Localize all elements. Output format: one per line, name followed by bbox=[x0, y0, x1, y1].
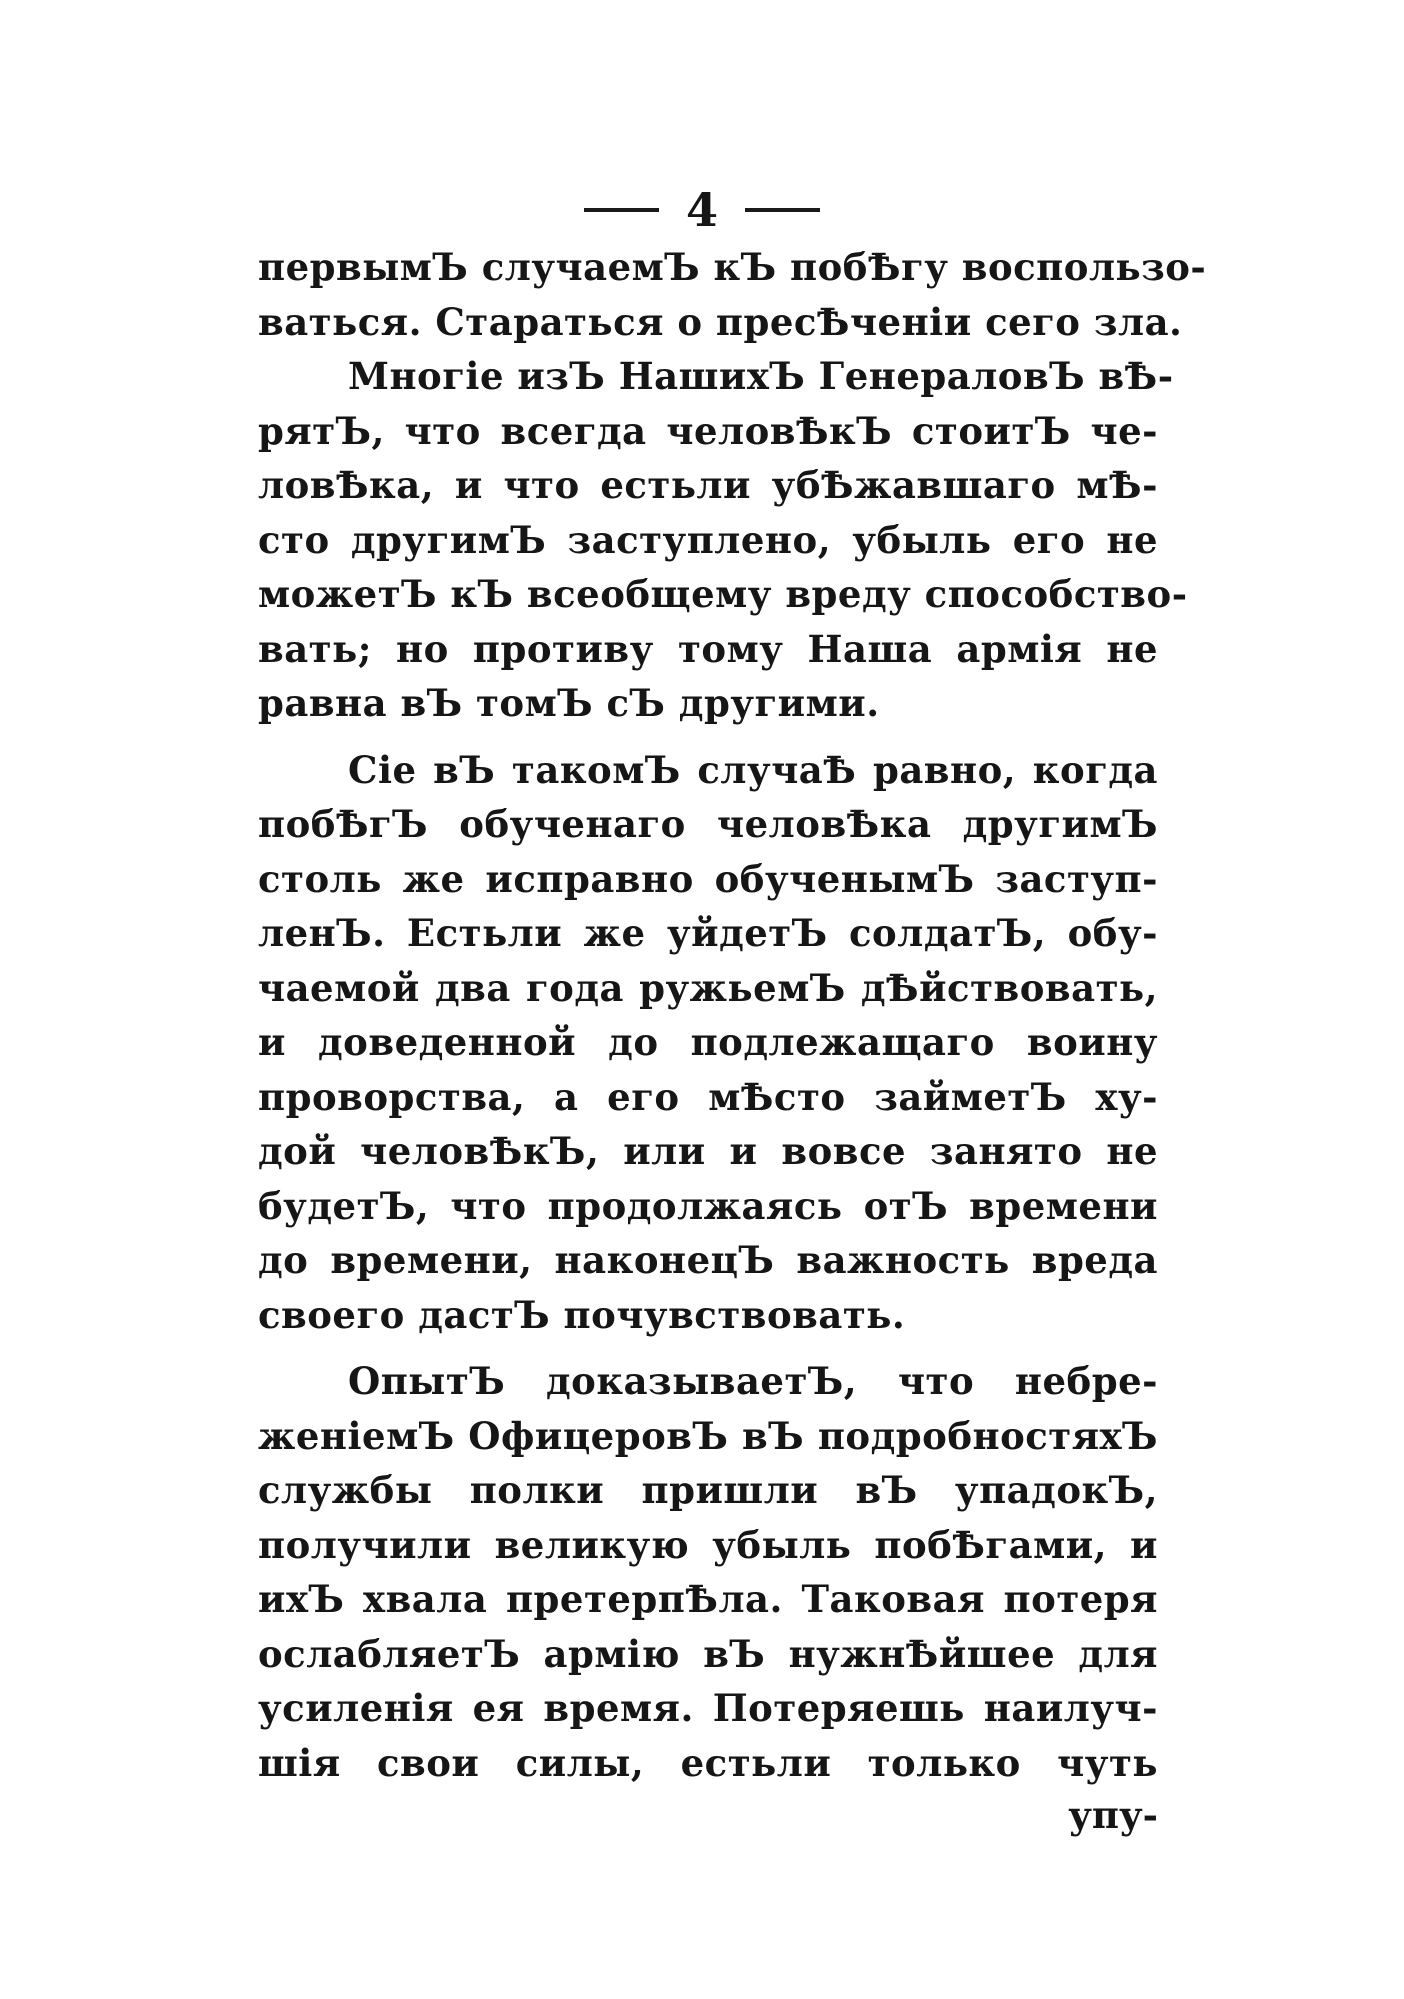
text-line: ленЪ. Естьли же уйдетЪ солдатЪ, обу- bbox=[258, 911, 1158, 955]
text-line: ваться. Стараться о пресѢченіи сего зла. bbox=[258, 299, 1183, 344]
text-line: чаемой два года ружьемЪ дѢйствовать, bbox=[258, 965, 1158, 1010]
text-line: рятЪ, что всегда человѢкЪ стоитЪ че- bbox=[258, 408, 1158, 453]
text-line: своего дастЪ почувствовать. bbox=[258, 1292, 906, 1337]
text-line: шія свои силы, естьли только чуть bbox=[258, 1740, 1158, 1785]
text-line: ловѢка, и что естьли убѢжавшаго мѢ- bbox=[258, 463, 1158, 507]
text-line: Сіе вЪ такомЪ случаѢ равно, когда bbox=[348, 747, 1158, 792]
text-line: первымЪ случаемЪ кЪ побѢгу воспользо- bbox=[258, 245, 1207, 289]
text-line: и доведенной до подлежащаго воину bbox=[258, 1020, 1158, 1064]
page-body-text bbox=[258, 240, 1207, 1790]
text-line: равна вЪ томЪ сЪ другими. bbox=[258, 681, 880, 725]
text-line: до времени, наконецЪ важность вреда bbox=[258, 1238, 1158, 1282]
text-line: побѢгЪ обученаго человѢка другимЪ bbox=[258, 802, 1158, 846]
text-line: столь же исправно обученымЪ заступ- bbox=[258, 856, 1158, 901]
text-line: получили великую убыль побѢгами, и bbox=[258, 1522, 1158, 1567]
text-line: ОпытЪ доказываетЪ, что небре- bbox=[348, 1359, 1158, 1403]
catchword: упу- bbox=[1068, 1793, 1158, 1837]
page-header bbox=[0, 180, 1404, 240]
text-line: службы полки пришли вЪ упадокЪ, bbox=[258, 1468, 1158, 1512]
page-number: 4 bbox=[685, 183, 718, 237]
text-line: дой человѢкЪ, или и вовсе занято не bbox=[258, 1129, 1158, 1173]
text-line: ослабляетЪ армію вЪ нужнѢйшее для bbox=[258, 1631, 1158, 1676]
text-line: вать; но противу тому Наша армія не bbox=[258, 626, 1158, 671]
header-left-dash bbox=[584, 208, 659, 212]
header-right-dash bbox=[745, 208, 820, 212]
text-line: женіемЪ ОфицеровЪ вЪ подробностяхЪ bbox=[258, 1413, 1158, 1458]
text-line: можетЪ кЪ всеобщему вреду способство- bbox=[258, 572, 1188, 616]
text-line: сто другимЪ заступлено, убыль его не bbox=[258, 517, 1158, 562]
text-line: проворства, а его мѢсто займетЪ ху- bbox=[258, 1074, 1158, 1119]
text-line: усиленія ея время. Потеряешь наилуч- bbox=[258, 1686, 1158, 1730]
text-line: ихЪ хвала претерпѢла. Таковая потеря bbox=[258, 1577, 1158, 1621]
text-line: Многіе изЪ НашихЪ ГенераловЪ вѢ- bbox=[348, 354, 1174, 398]
text-line: будетЪ, что продолжаясь отЪ времени bbox=[258, 1183, 1158, 1228]
